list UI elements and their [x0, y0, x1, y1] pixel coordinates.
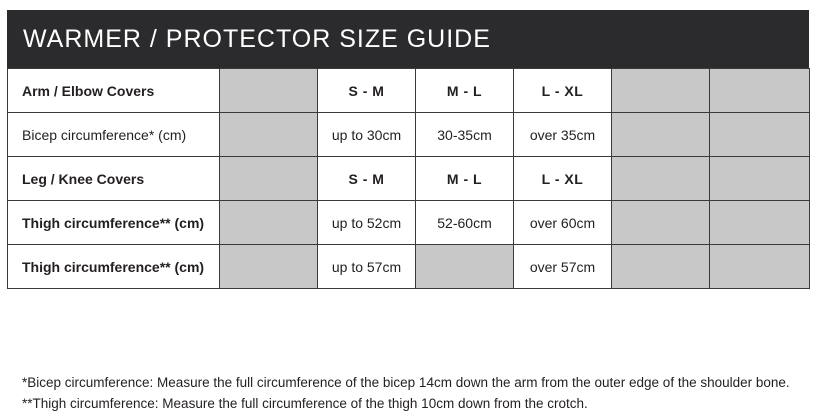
size-guide-title: WARMER / PROTECTOR SIZE GUIDE	[7, 10, 809, 68]
size-header-row	[8, 69, 810, 113]
row-label: Bicep circumference* (cm)	[8, 113, 220, 157]
size-label-cell: S - M	[318, 157, 416, 201]
measurement-cell: 30-35cm	[416, 113, 514, 157]
measurement-cell: over 60cm	[514, 201, 612, 245]
size-guide	[7, 10, 809, 289]
measurement-cell: 52-60cm	[416, 201, 514, 245]
measurement-cell: over 35cm	[514, 113, 612, 157]
row-label: Arm / Elbow Covers	[8, 69, 220, 113]
measurement-row	[8, 113, 810, 157]
empty-cell	[710, 69, 810, 113]
empty-cell	[220, 201, 318, 245]
footnote-bicep: *Bicep circumference: Measure the full circumference of the bicep 14cm down the arm from the outer edge of the shoulder bone.	[22, 375, 790, 390]
row-label: Thigh circumference** (cm)	[8, 201, 220, 245]
empty-cell	[710, 157, 810, 201]
empty-cell	[220, 113, 318, 157]
size-header-row	[8, 157, 810, 201]
empty-cell	[710, 201, 810, 245]
measurement-cell: over 57cm	[514, 245, 612, 289]
footnote-thigh: **Thigh circumference: Measure the full circumference of the thigh 10cm down from the crotch.	[22, 396, 588, 411]
size-table	[7, 68, 810, 289]
size-label-cell: S - M	[318, 69, 416, 113]
measurement-row	[8, 245, 810, 289]
size-label-cell: M - L	[416, 69, 514, 113]
empty-cell	[612, 113, 710, 157]
empty-cell	[710, 113, 810, 157]
measurement-row	[8, 201, 810, 245]
size-label-cell: L - XL	[514, 69, 612, 113]
measurement-cell: up to 30cm	[318, 113, 416, 157]
empty-cell	[612, 201, 710, 245]
measurement-cell: up to 52cm	[318, 201, 416, 245]
empty-cell	[710, 245, 810, 289]
size-label-cell: M - L	[416, 157, 514, 201]
empty-cell	[416, 245, 514, 289]
size-label-cell: L - XL	[514, 157, 612, 201]
row-label: Thigh circumference** (cm)	[8, 245, 220, 289]
empty-cell	[220, 157, 318, 201]
empty-cell	[220, 245, 318, 289]
footnotes	[22, 372, 790, 414]
empty-cell	[220, 69, 318, 113]
measurement-cell: up to 57cm	[318, 245, 416, 289]
empty-cell	[612, 157, 710, 201]
empty-cell	[612, 245, 710, 289]
row-label: Leg / Knee Covers	[8, 157, 220, 201]
empty-cell	[612, 69, 710, 113]
